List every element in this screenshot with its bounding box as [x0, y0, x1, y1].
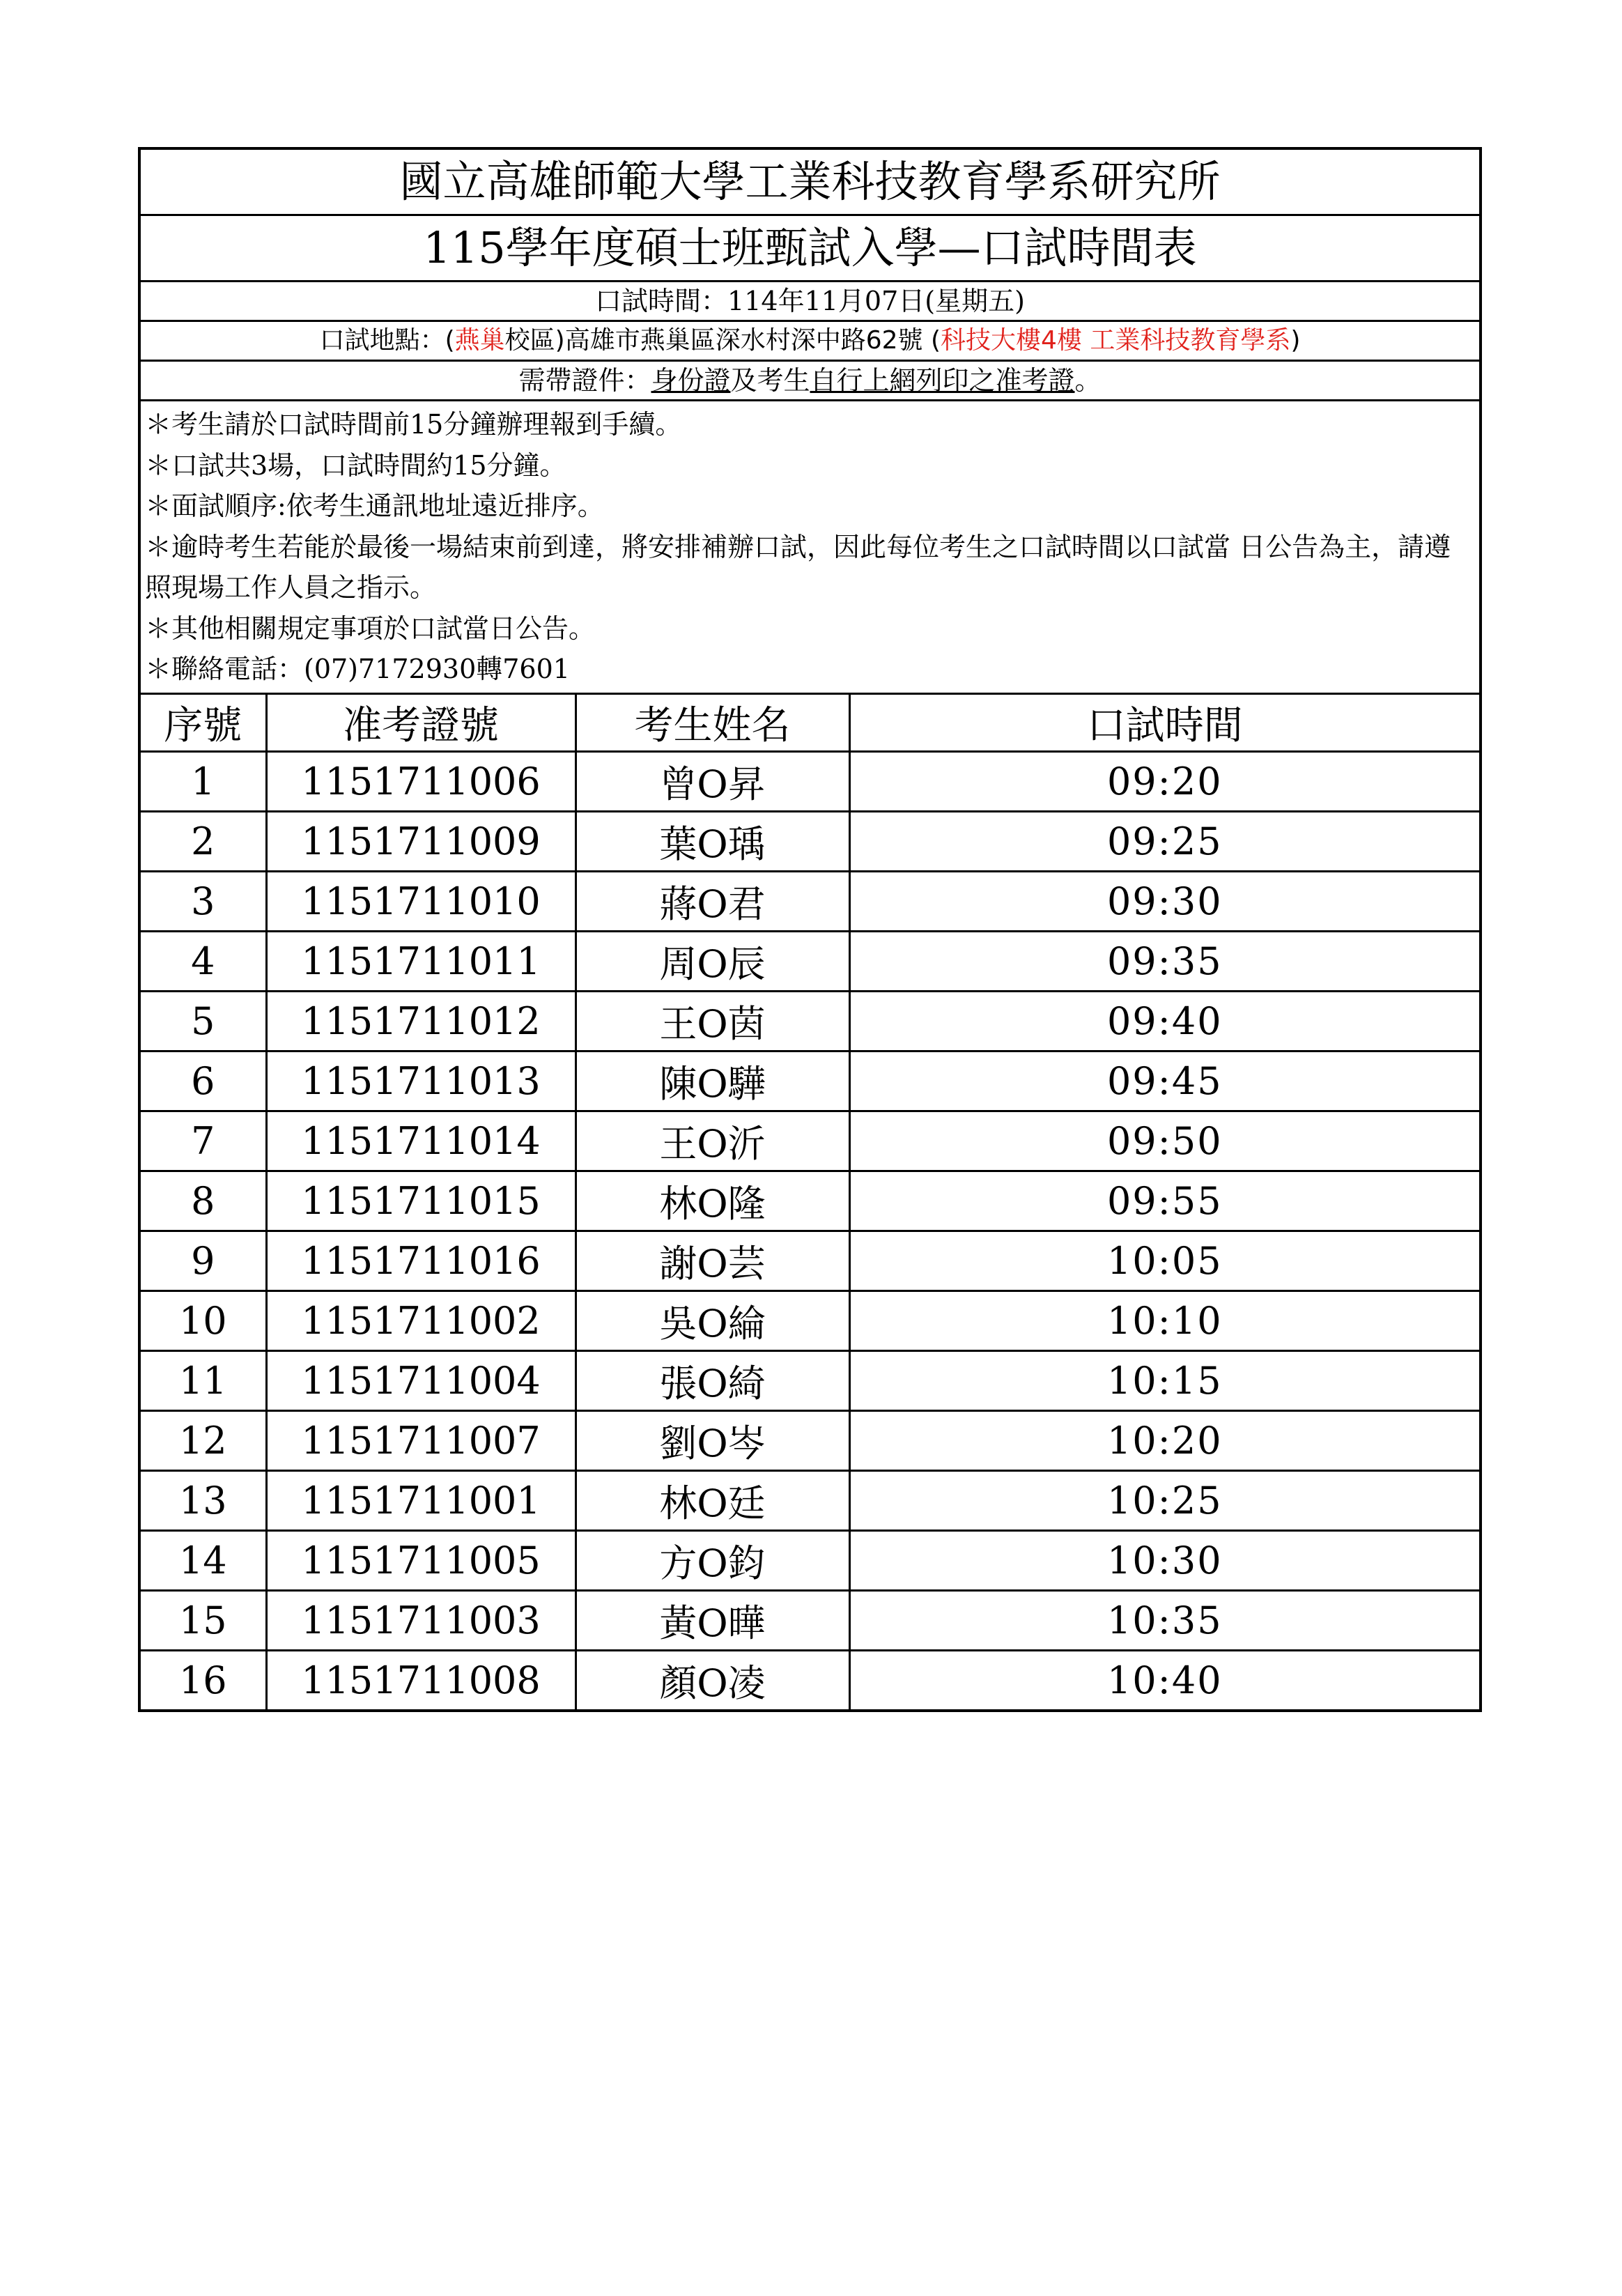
documents-prefix: 需帶證件：: [518, 365, 651, 396]
documents-print: 自行上網列印之准考證: [810, 365, 1075, 396]
header-time: 口試時間: [849, 695, 1479, 752]
row-time: 10:35: [849, 1590, 1479, 1650]
required-documents: [141, 362, 1479, 401]
table-row: [141, 1051, 1479, 1111]
table-row: [141, 1470, 1479, 1530]
table-row: [141, 1410, 1479, 1470]
row-number: 12: [141, 1410, 266, 1470]
row-name: 林O廷: [576, 1470, 849, 1530]
exam-time: 口試時間：114年11月07日(星期五): [141, 282, 1479, 322]
row-number: 1: [141, 751, 266, 811]
row-exam-id: 1151711014: [266, 1111, 576, 1171]
note-late: ＊逾時考生若能於最後一場結束前到達，將安排補辦口試，因此每位考生之口試時間以口試當 日公告為主，請遵照現場工作人員之指示。: [145, 531, 1451, 603]
table-row: [141, 1590, 1479, 1650]
row-time: 10:40: [849, 1650, 1479, 1709]
row-exam-id: 1151711003: [266, 1590, 576, 1650]
row-exam-id: 1151711009: [266, 811, 576, 871]
row-number: 7: [141, 1111, 266, 1171]
row-exam-id: 1151711012: [266, 991, 576, 1051]
table-row: [141, 1530, 1479, 1590]
note-sessions: ＊口試共3場，口試時間約15分鐘。: [145, 449, 566, 481]
note-order: ＊面試順序:依考生通訊地址遠近排序。: [145, 491, 604, 521]
row-name: 方O鈞: [576, 1530, 849, 1590]
row-exam-id: 1151711013: [266, 1051, 576, 1111]
row-time: 10:20: [849, 1410, 1479, 1470]
documents-middle: 及考生: [730, 365, 810, 396]
row-time: 09:30: [849, 871, 1479, 931]
row-number: 15: [141, 1590, 266, 1650]
row-exam-id: 1151711007: [266, 1410, 576, 1470]
row-time: 09:45: [849, 1051, 1479, 1111]
table-row: [141, 751, 1479, 811]
schedule-sheet: [138, 147, 1482, 1712]
row-exam-id: 1151711002: [266, 1290, 576, 1350]
row-number: 5: [141, 991, 266, 1051]
location-campus: 燕巢: [454, 326, 505, 355]
row-name: 張O綺: [576, 1350, 849, 1410]
row-name: 曾O昇: [576, 751, 849, 811]
table-row: [141, 1650, 1479, 1709]
table-row: [141, 1171, 1479, 1231]
location-suffix: ): [1290, 326, 1301, 355]
location-campus-suffix: 校區)高雄市燕巢區深水村深中路62號 (: [504, 326, 941, 355]
table-row: [141, 871, 1479, 931]
row-name: 蔣O君: [576, 871, 849, 931]
row-number: 8: [141, 1171, 266, 1231]
row-time: 09:50: [849, 1111, 1479, 1171]
table-row: [141, 991, 1479, 1051]
row-number: 4: [141, 931, 266, 991]
row-number: 3: [141, 871, 266, 931]
row-time: 10:10: [849, 1290, 1479, 1350]
row-number: 10: [141, 1290, 266, 1350]
row-exam-id: 1151711016: [266, 1231, 576, 1290]
note-checkin: ＊考生請於口試時間前15分鐘辦理報到手續。: [145, 409, 682, 440]
page-title: 國立高雄師範大學工業科技教育學系研究所: [141, 150, 1479, 216]
header-name: 考生姓名: [576, 695, 849, 752]
note-other: ＊其他相關規定事項於口試當日公告。: [145, 612, 596, 644]
row-time: 09:55: [849, 1171, 1479, 1231]
row-exam-id: 1151711001: [266, 1470, 576, 1530]
row-name: 王O沂: [576, 1111, 849, 1171]
table-row: [141, 1231, 1479, 1290]
row-exam-id: 1151711008: [266, 1650, 576, 1709]
row-exam-id: 1151711004: [266, 1350, 576, 1410]
row-name: 黃O曄: [576, 1590, 849, 1650]
row-exam-id: 1151711010: [266, 871, 576, 931]
row-exam-id: 1151711011: [266, 931, 576, 991]
table-row: [141, 931, 1479, 991]
table-row: [141, 1350, 1479, 1410]
table-row: [141, 1111, 1479, 1171]
location-prefix: 口試地點：(: [319, 326, 455, 355]
note-contact: ＊聯絡電話：(07)7172930轉7601: [145, 654, 570, 684]
documents-suffix: 。: [1074, 365, 1102, 396]
table-body: [141, 751, 1479, 1709]
row-time: 10:30: [849, 1530, 1479, 1590]
row-number: 6: [141, 1051, 266, 1111]
row-exam-id: 1151711005: [266, 1530, 576, 1590]
header-exam-id: 准考證號: [266, 695, 576, 752]
row-exam-id: 1151711006: [266, 751, 576, 811]
exam-location: [141, 322, 1479, 362]
row-number: 16: [141, 1650, 266, 1709]
row-name: 吳O綸: [576, 1290, 849, 1350]
row-number: 9: [141, 1231, 266, 1290]
location-building: 科技大樓4樓 工業科技教育學系: [941, 326, 1291, 355]
notes-section: [141, 401, 1479, 695]
documents-id: 身份證: [651, 365, 731, 396]
header-number: 序號: [141, 695, 266, 752]
table-row: [141, 811, 1479, 871]
row-name: 陳O驊: [576, 1051, 849, 1111]
row-number: 14: [141, 1530, 266, 1590]
row-time: 09:25: [849, 811, 1479, 871]
row-name: 劉O岑: [576, 1410, 849, 1470]
row-number: 11: [141, 1350, 266, 1410]
row-exam-id: 1151711015: [266, 1171, 576, 1231]
row-time: 09:20: [849, 751, 1479, 811]
row-name: 顏O凌: [576, 1650, 849, 1709]
row-time: 10:25: [849, 1470, 1479, 1530]
row-name: 周O辰: [576, 931, 849, 991]
row-name: 謝O芸: [576, 1231, 849, 1290]
row-time: 09:35: [849, 931, 1479, 991]
row-number: 13: [141, 1470, 266, 1530]
table-row: [141, 1290, 1479, 1350]
row-time: 09:40: [849, 991, 1479, 1051]
page-subtitle: 115學年度碩士班甄試入學—口試時間表: [141, 216, 1479, 282]
row-name: 林O隆: [576, 1171, 849, 1231]
row-time: 10:05: [849, 1231, 1479, 1290]
schedule-table: [141, 695, 1479, 1709]
row-name: 王O茵: [576, 991, 849, 1051]
row-name: 葉O瑀: [576, 811, 849, 871]
table-header-row: [141, 695, 1479, 752]
row-number: 2: [141, 811, 266, 871]
row-time: 10:15: [849, 1350, 1479, 1410]
